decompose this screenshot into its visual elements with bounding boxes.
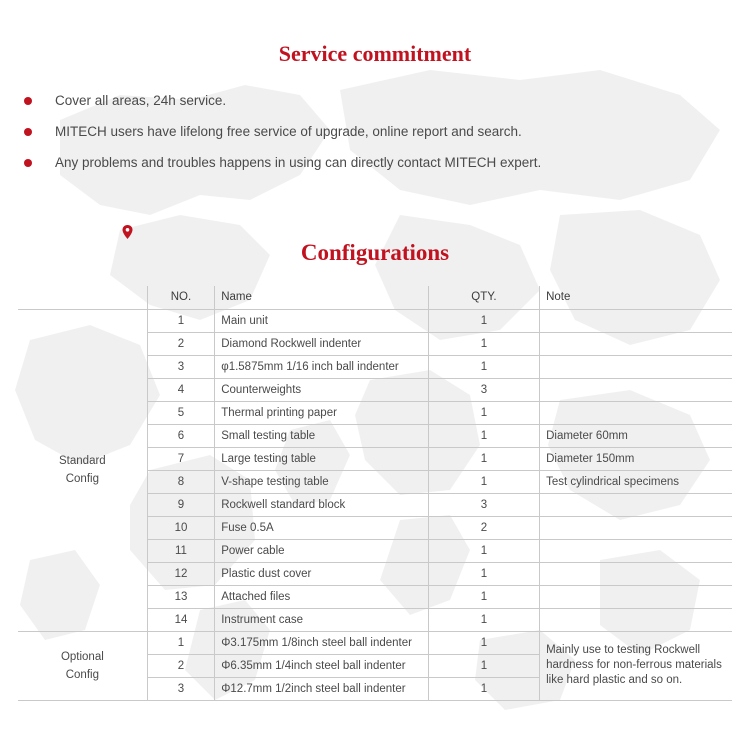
column-header-qty: QTY. <box>428 286 539 310</box>
cell-qty: 1 <box>428 609 539 632</box>
cell-no: 12 <box>147 563 215 586</box>
cell-note <box>540 540 732 563</box>
cell-name: Attached files <box>215 586 429 609</box>
bullet-icon <box>24 159 32 167</box>
cell-qty: 1 <box>428 655 539 678</box>
cell-note <box>540 333 732 356</box>
cell-note <box>540 402 732 425</box>
cell-qty: 1 <box>428 540 539 563</box>
cell-no: 2 <box>147 333 215 356</box>
cell-name: Rockwell standard block <box>215 494 429 517</box>
group-label-line2: Config <box>65 668 99 681</box>
cell-qty: 1 <box>428 448 539 471</box>
cell-qty: 1 <box>428 333 539 356</box>
cell-no: 3 <box>147 678 215 701</box>
cell-no: 10 <box>147 517 215 540</box>
cell-name: Φ3.175mm 1/8inch steel ball indenter <box>215 632 429 655</box>
cell-no: 1 <box>147 632 215 655</box>
cell-name: Large testing table <box>215 448 429 471</box>
cell-name: Power cable <box>215 540 429 563</box>
list-item-label: Any problems and troubles happens in using can directly contact MITECH expert. <box>55 155 542 170</box>
cell-no: 14 <box>147 609 215 632</box>
cell-note <box>540 563 732 586</box>
table-body <box>18 310 732 701</box>
column-header-no: NO. <box>147 286 215 310</box>
cell-qty: 1 <box>428 678 539 701</box>
cell-no: 5 <box>147 402 215 425</box>
cell-name: Main unit <box>215 310 429 333</box>
cell-note: Diameter 60mm <box>540 425 732 448</box>
cell-name: Fuse 0.5A <box>215 517 429 540</box>
group-label-line1: Optional <box>60 650 104 663</box>
list-item <box>0 92 750 110</box>
list-item <box>0 154 750 172</box>
cell-name: Φ12.7mm 1/2inch steel ball indenter <box>215 678 429 701</box>
column-header-group <box>18 286 147 310</box>
configurations-table <box>18 286 732 701</box>
cell-note <box>540 310 732 333</box>
cell-note <box>540 494 732 517</box>
cell-qty: 3 <box>428 494 539 517</box>
cell-no: 7 <box>147 448 215 471</box>
bullet-icon <box>24 128 32 136</box>
cell-qty: 1 <box>428 632 539 655</box>
cell-name: Plastic dust cover <box>215 563 429 586</box>
table-header-row <box>18 286 732 310</box>
cell-no: 11 <box>147 540 215 563</box>
service-commitment-title: Service commitment <box>278 41 472 66</box>
cell-qty: 1 <box>428 425 539 448</box>
configurations-title: Configurations <box>300 240 450 265</box>
location-pin-icon <box>122 225 133 242</box>
cell-qty: 1 <box>428 310 539 333</box>
cell-no: 9 <box>147 494 215 517</box>
cell-qty: 1 <box>428 356 539 379</box>
cell-note-optional: Mainly use to testing Rockwell hardness for non-ferrous materials like hard plastic and so on. <box>540 632 732 701</box>
cell-note: Test cylindrical specimens <box>540 471 732 494</box>
cell-qty: 2 <box>428 517 539 540</box>
cell-no: 13 <box>147 586 215 609</box>
list-item-label: Cover all areas, 24h service. <box>55 93 227 108</box>
cell-qty: 1 <box>428 563 539 586</box>
list-item <box>0 123 750 141</box>
cell-qty: 1 <box>428 471 539 494</box>
group-label-line1: Standard <box>59 455 106 467</box>
group-label-line2: Config <box>65 473 99 485</box>
cell-note <box>540 356 732 379</box>
table-header <box>18 286 732 310</box>
cell-name: V-shape testing table <box>215 471 429 494</box>
column-header-name: Name <box>215 286 429 310</box>
cell-no: 6 <box>147 425 215 448</box>
cell-no: 2 <box>147 655 215 678</box>
list-item-label: MITECH users have lifelong free service of upgrade, online report and search. <box>55 124 522 139</box>
cell-qty: 3 <box>428 379 539 402</box>
table-row <box>18 632 732 655</box>
cell-name: Small testing table <box>215 425 429 448</box>
cell-name: Φ6.35mm 1/4inch steel ball indenter <box>215 655 429 678</box>
cell-name: Instrument case <box>215 609 429 632</box>
cell-no: 1 <box>147 310 215 333</box>
cell-qty: 1 <box>428 586 539 609</box>
group-label-standard <box>18 310 147 632</box>
cell-no: 8 <box>147 471 215 494</box>
cell-name: φ1.5875mm 1/16 inch ball indenter <box>215 356 429 379</box>
configurations-table-wrap <box>0 266 750 701</box>
column-header-note: Note <box>540 286 732 310</box>
cell-name: Counterweights <box>215 379 429 402</box>
cell-note <box>540 379 732 402</box>
group-label-optional <box>18 632 147 701</box>
cell-no: 3 <box>147 356 215 379</box>
cell-qty: 1 <box>428 402 539 425</box>
cell-note <box>540 586 732 609</box>
cell-note <box>540 609 732 632</box>
cell-name: Thermal printing paper <box>215 402 429 425</box>
cell-name: Diamond Rockwell indenter <box>215 333 429 356</box>
table-row <box>18 310 732 333</box>
bullet-icon <box>24 97 32 105</box>
cell-no: 4 <box>147 379 215 402</box>
cell-note: Diameter 150mm <box>540 448 732 471</box>
service-commitment-list <box>0 67 750 172</box>
cell-note <box>540 517 732 540</box>
